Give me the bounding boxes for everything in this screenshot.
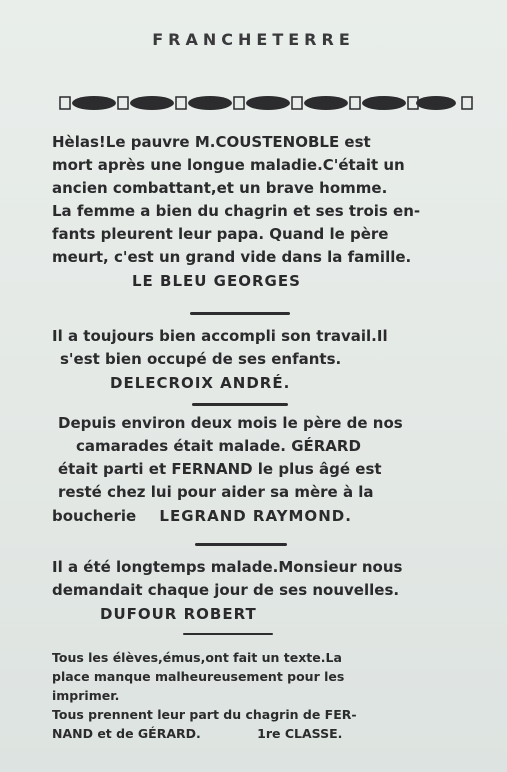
separator	[195, 543, 287, 546]
text-line: meurt, c'est un grand vide dans la famille.	[52, 248, 412, 266]
text-line: mort après une longue maladie.C'était un	[52, 156, 405, 174]
text-line: camarades était malade. GÉRARD	[76, 437, 361, 455]
text-line: Depuis environ deux mois le père de nos	[58, 414, 403, 432]
text-line-with-signature	[52, 504, 452, 528]
separator	[183, 633, 273, 635]
text-fragment: boucherie	[52, 507, 137, 525]
text-line-with-signature	[52, 724, 452, 743]
paragraph-4	[52, 556, 452, 626]
paragraph-3	[52, 412, 452, 528]
signature: LE BLEU GEORGES	[132, 272, 301, 290]
text-line: s'est bien occupé de ses enfants.	[60, 350, 342, 368]
paragraph-1	[52, 131, 452, 293]
page-header: FRANCHETERRE	[152, 30, 355, 49]
text-line: fants pleurent leur papa. Quand le père	[52, 225, 389, 243]
text-line: ancien combattant,et un brave homme.	[52, 179, 388, 197]
signature: 1re CLASSE.	[257, 726, 343, 741]
signature: DELECROIX ANDRÉ.	[110, 374, 291, 392]
separator	[190, 312, 290, 315]
text-line: Tous prennent leur part du chagrin de FER-	[52, 707, 357, 722]
text-line: Il a été longtemps malade.Monsieur nous	[52, 558, 403, 576]
text-line: resté chez lui pour aider sa mère à la	[58, 483, 374, 501]
text-line: était parti et FERNAND le plus âgé est	[58, 460, 382, 478]
text-line: Tous les élèves,émus,ont fait un texte.La	[52, 650, 342, 665]
footer-note	[52, 648, 452, 743]
signature: DUFOUR ROBERT	[100, 605, 257, 623]
signature: LEGRAND RAYMOND.	[159, 507, 352, 525]
decorative-border	[58, 92, 476, 114]
paragraph-2	[52, 325, 452, 395]
text-line: place manque malheureusement pour les	[52, 669, 345, 684]
text-line: imprimer.	[52, 688, 120, 703]
text-line: La femme a bien du chagrin et ses trois en-	[52, 202, 421, 220]
text-line: Il a toujours bien accompli son travail.Il	[52, 327, 388, 345]
text-line: demandait chaque jour de ses nouvelles.	[52, 581, 400, 599]
separator	[192, 403, 288, 406]
text-line: Hèlas!Le pauvre M.COUSTENOBLE est	[52, 133, 371, 151]
text-fragment: NAND et de GÉRARD.	[52, 726, 201, 741]
